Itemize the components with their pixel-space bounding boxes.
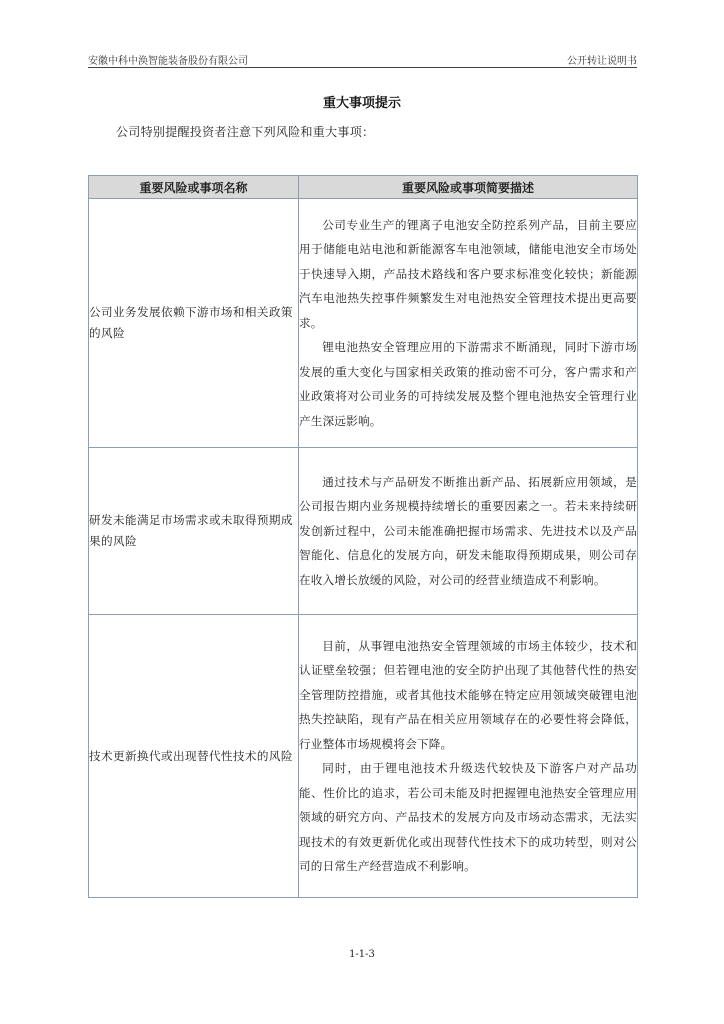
page-number: 1-1-3 xyxy=(349,949,375,960)
header-document-type: 公开转让说明书 xyxy=(567,56,637,67)
page-header xyxy=(88,50,637,68)
risk-description-cell xyxy=(299,448,638,615)
table-header-row xyxy=(89,176,638,199)
description-paragraph: 锂电池热安全管理应用的下游需求不断涌现，同时下游市场发展的重大变化与国家相关政策的推动密不可分，客户需求和产业政策将对公司业务的可持续发展及整个锂电池热安全管理行业产生深远影响。 xyxy=(299,340,637,428)
description-paragraph: 同时，由于锂电池技术升级迭代较快及下游客户对产品功能、性价比的追求，若公司未能及时把握锂电池热安全管理应用领域的研究方向、产品技术的发展方向及市场动态需求，无法实现技术的有效更新优化或出现替代性技术下的成功转型，则对公司的日常生产经营造成不利影响。 xyxy=(299,761,637,873)
table-row xyxy=(89,615,638,898)
risk-name-cell: 技术更新换代或出现替代性技术的风险 xyxy=(89,615,299,898)
table-row xyxy=(89,448,638,615)
page-title: 重大事项提示 xyxy=(322,96,401,111)
risk-name-cell: 研发未能满足市场需求或未取得预期成果的风险 xyxy=(89,448,299,615)
header-company-name: 安徽中科中涣智能装备股份有限公司 xyxy=(88,56,248,67)
intro-text: 公司特别提醒投资者注意下列风险和重大事项： xyxy=(116,125,375,139)
risk-name-cell: 公司业务发展依赖下游市场和相关政策的风险 xyxy=(89,199,299,448)
risk-description-cell xyxy=(299,615,638,898)
column-header-risk-name: 重要风险或事项名称 xyxy=(89,176,299,199)
table-row xyxy=(89,199,638,448)
description-paragraph: 目前，从事锂电池热安全管理领域的市场主体较少，技术和认证壁垒较强；但若锂电池的安全防护出现了其他替代性的热安全管理防控措施，或者其他技术能够在特定应用领域突破锂电池热失控缺陷，现有产品在相关应用领域存在的必要性将会降低，行业整体市场规模将会下降。 xyxy=(299,638,637,751)
description-paragraph: 通过技术与产品研发不断推出新产品、拓展新应用领域，是公司报告期内业务规模持续增长的重要因素之一。若未来持续研发创新过程中，公司未能准确把握市场需求、先进技术以及产品智能化、信息化的发展方向，研发未能取得预期成果，则公司存在收入增长放缓的风险，对公司的经营业绩造成不利影响。 xyxy=(299,474,637,587)
risk-description-cell xyxy=(299,199,638,448)
column-header-risk-description: 重要风险或事项简要描述 xyxy=(299,176,638,199)
risk-table xyxy=(88,175,638,898)
description-paragraph: 公司专业生产的锂离子电池安全防控系列产品，目前主要应用于储能电站电池和新能源客车电池领域，储能电池安全市场处于快速导入期，产品技术路线和客户要求标准变化较快；新能源汽车电池热失控事件频繁发生对电池热安全管理技术提出更高要求。 xyxy=(299,217,637,330)
